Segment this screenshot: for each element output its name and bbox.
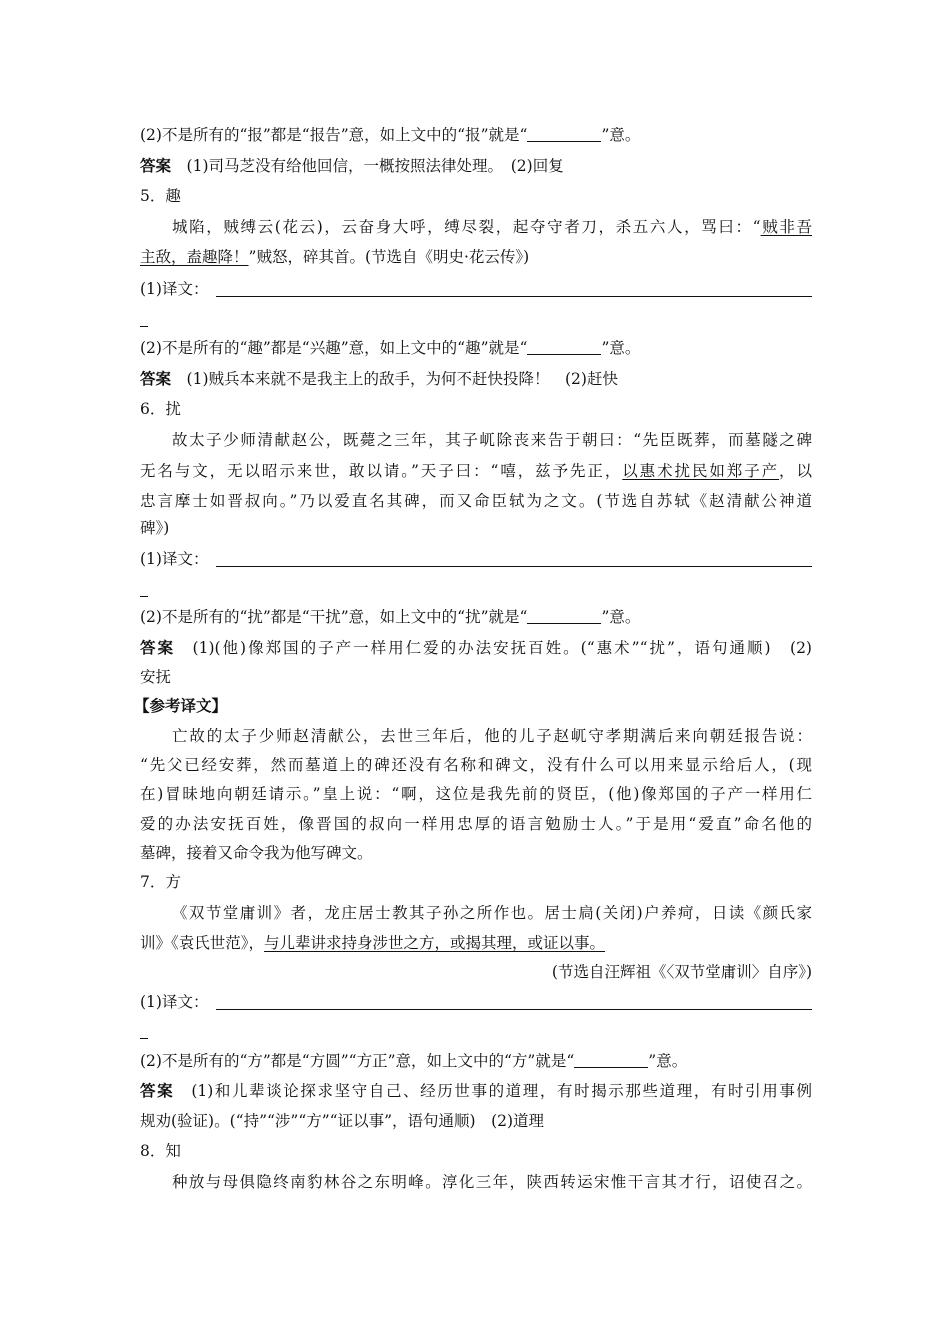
q7-heading: 7．方 [140,873,181,891]
q7-passage-line-2: 训》《袁氏世范》，与儿辈讲求持身涉世之方，或揭其理，或证以事。 [140,934,606,952]
q6-passage-line-3: 忠言摩士如晋叔向。”乃以爱直名其碑，而又命臣轼为之文。(节选自苏轼《赵清献公神道 [140,492,812,510]
q7-passage-line-1: 《双节堂庸训》者，龙庄居士教其子孙之所作也。居士扃(关闭)户养疴，日读《颜氏家 [172,904,812,922]
answer-blank [527,605,601,624]
underlined-sentence: 与儿辈讲求持身涉世之方，或揭其理，或证以事。 [264,934,606,952]
q6-passage-line-1: 故太子少师清献赵公，既薨之三年，其子屼除丧来告于朝曰：“先臣既葬，而墓隧之碑 [172,431,812,449]
q6-answer: 答案 (1)(他)像郑国的子产一样用仁爱的办法安抚百姓。(“惠术”“扰”，语句通顺) (2) [140,638,812,657]
answer-line [216,1009,812,1010]
q6-passage-line-4: 碑》) [140,519,170,537]
q5-passage-line-2: 主敌，盍趣降！”贼怒，碎其首。(节选自《明史·花云传》) [140,248,530,266]
answer-label: 答案 [140,638,176,657]
q5-translate-line: (1)译文： [140,274,812,304]
q6-answer-cont: 安抚 [140,668,172,686]
q5-passage-line-1: 城陷，贼缚云(花云)，云奋身大呼，缚尽裂，起夺守者刀，杀五六人，骂曰：“贼非吾 [172,218,812,236]
q7-source: (节选自汪辉祖《〈双节堂庸训〉自序》) [551,963,812,981]
q6-translate-line-end [140,574,812,604]
q5-heading: 5．趣 [140,187,181,205]
q5-translate-line-end [140,304,812,334]
q8-heading: 8．知 [140,1142,181,1160]
answer-label: 答案 [140,1081,175,1100]
underlined-sentence: 贼非吾 [760,218,812,236]
q5-part2: (2)不是所有的“趣”都是“兴趣”意，如上文中的“趣”就是“ ”意。 [140,333,812,363]
q4-part2: (2)不是所有的“报”都是“报告”意，如上文中的“报”就是“ ”意。 [140,120,812,150]
answer-label: 答案 [140,369,172,388]
answer-line [216,566,812,567]
q7-answer-cont: 规劝(验证)。(“持”“涉”“方”“证以事”，语句通顺) (2)道理 [140,1112,545,1130]
answer-blank [527,123,601,142]
q4-answer: 答案 (1)司马芝没有给他回信，一概按照法律处理。 (2)回复 [140,156,564,175]
reference-line-2: “先父已经安葬，然而墓道上的碑还没有名称和碑文，没有什么可以用来显示给后人，(现 [140,756,812,774]
reference-line-1: 亡故的太子少师赵清献公，去世三年后，他的儿子赵屼守孝期满后来向朝廷报告说： [172,727,812,745]
q6-heading: 6．扰 [140,400,181,418]
q5-answer: 答案 (1)贼兵本来就不是我主上的敌手，为何不赶快投降！ (2)赶快 [140,369,618,388]
q6-translate-line: (1)译文： [140,544,812,574]
reference-line-3: 在)冒昧地向朝廷请示。”皇上说：“啊，这位是我先前的贤臣，(他)像郑国的子产一样用仁 [140,785,812,803]
q7-part2: (2)不是所有的“方”都是“方圆”“方正”意，如上文中的“方”就是“ ”意。 [140,1046,812,1076]
q6-passage-line-2: 无名与文，无以昭示来世，敢以请。”天子曰：“嘻，兹予先正，以惠术扰民如郑子产，以 [140,462,812,480]
q8-passage-line-1: 种放与母俱隐终南豹林谷之东明峰。淳化三年，陕西转运宋惟干言其才行，诏使召之。 [172,1173,812,1191]
q7-translate-line: (1)译文： [140,987,812,1017]
q6-part2: (2)不是所有的“扰”都是“干扰”意，如上文中的“扰”就是“ ”意。 [140,602,812,632]
reference-translation-label: 【参考译文】 [134,696,228,715]
q7-answer: 答案 (1)和儿辈谈论探求坚守自己、经历世事的道理，有时揭示那些道理，有时引用事例 [140,1081,812,1100]
answer-blank [574,1049,648,1068]
q7-translate-line-end [140,1016,812,1046]
underlined-sentence: 以惠术扰民如郑子产 [622,462,780,480]
reference-line-5: 墓碑，接着又命令我为他写碑文。 [140,844,373,862]
underlined-sentence: 主敌，盍趣降！ [140,248,249,266]
answer-blank [527,336,601,355]
answer-line [216,296,812,297]
reference-line-4: 爱的办法安抚百姓，像晋国的叔向一样用忠厚的语言勉励士人。”于是用“爱直”命名他的 [140,815,812,833]
answer-label: 答案 [140,156,172,175]
